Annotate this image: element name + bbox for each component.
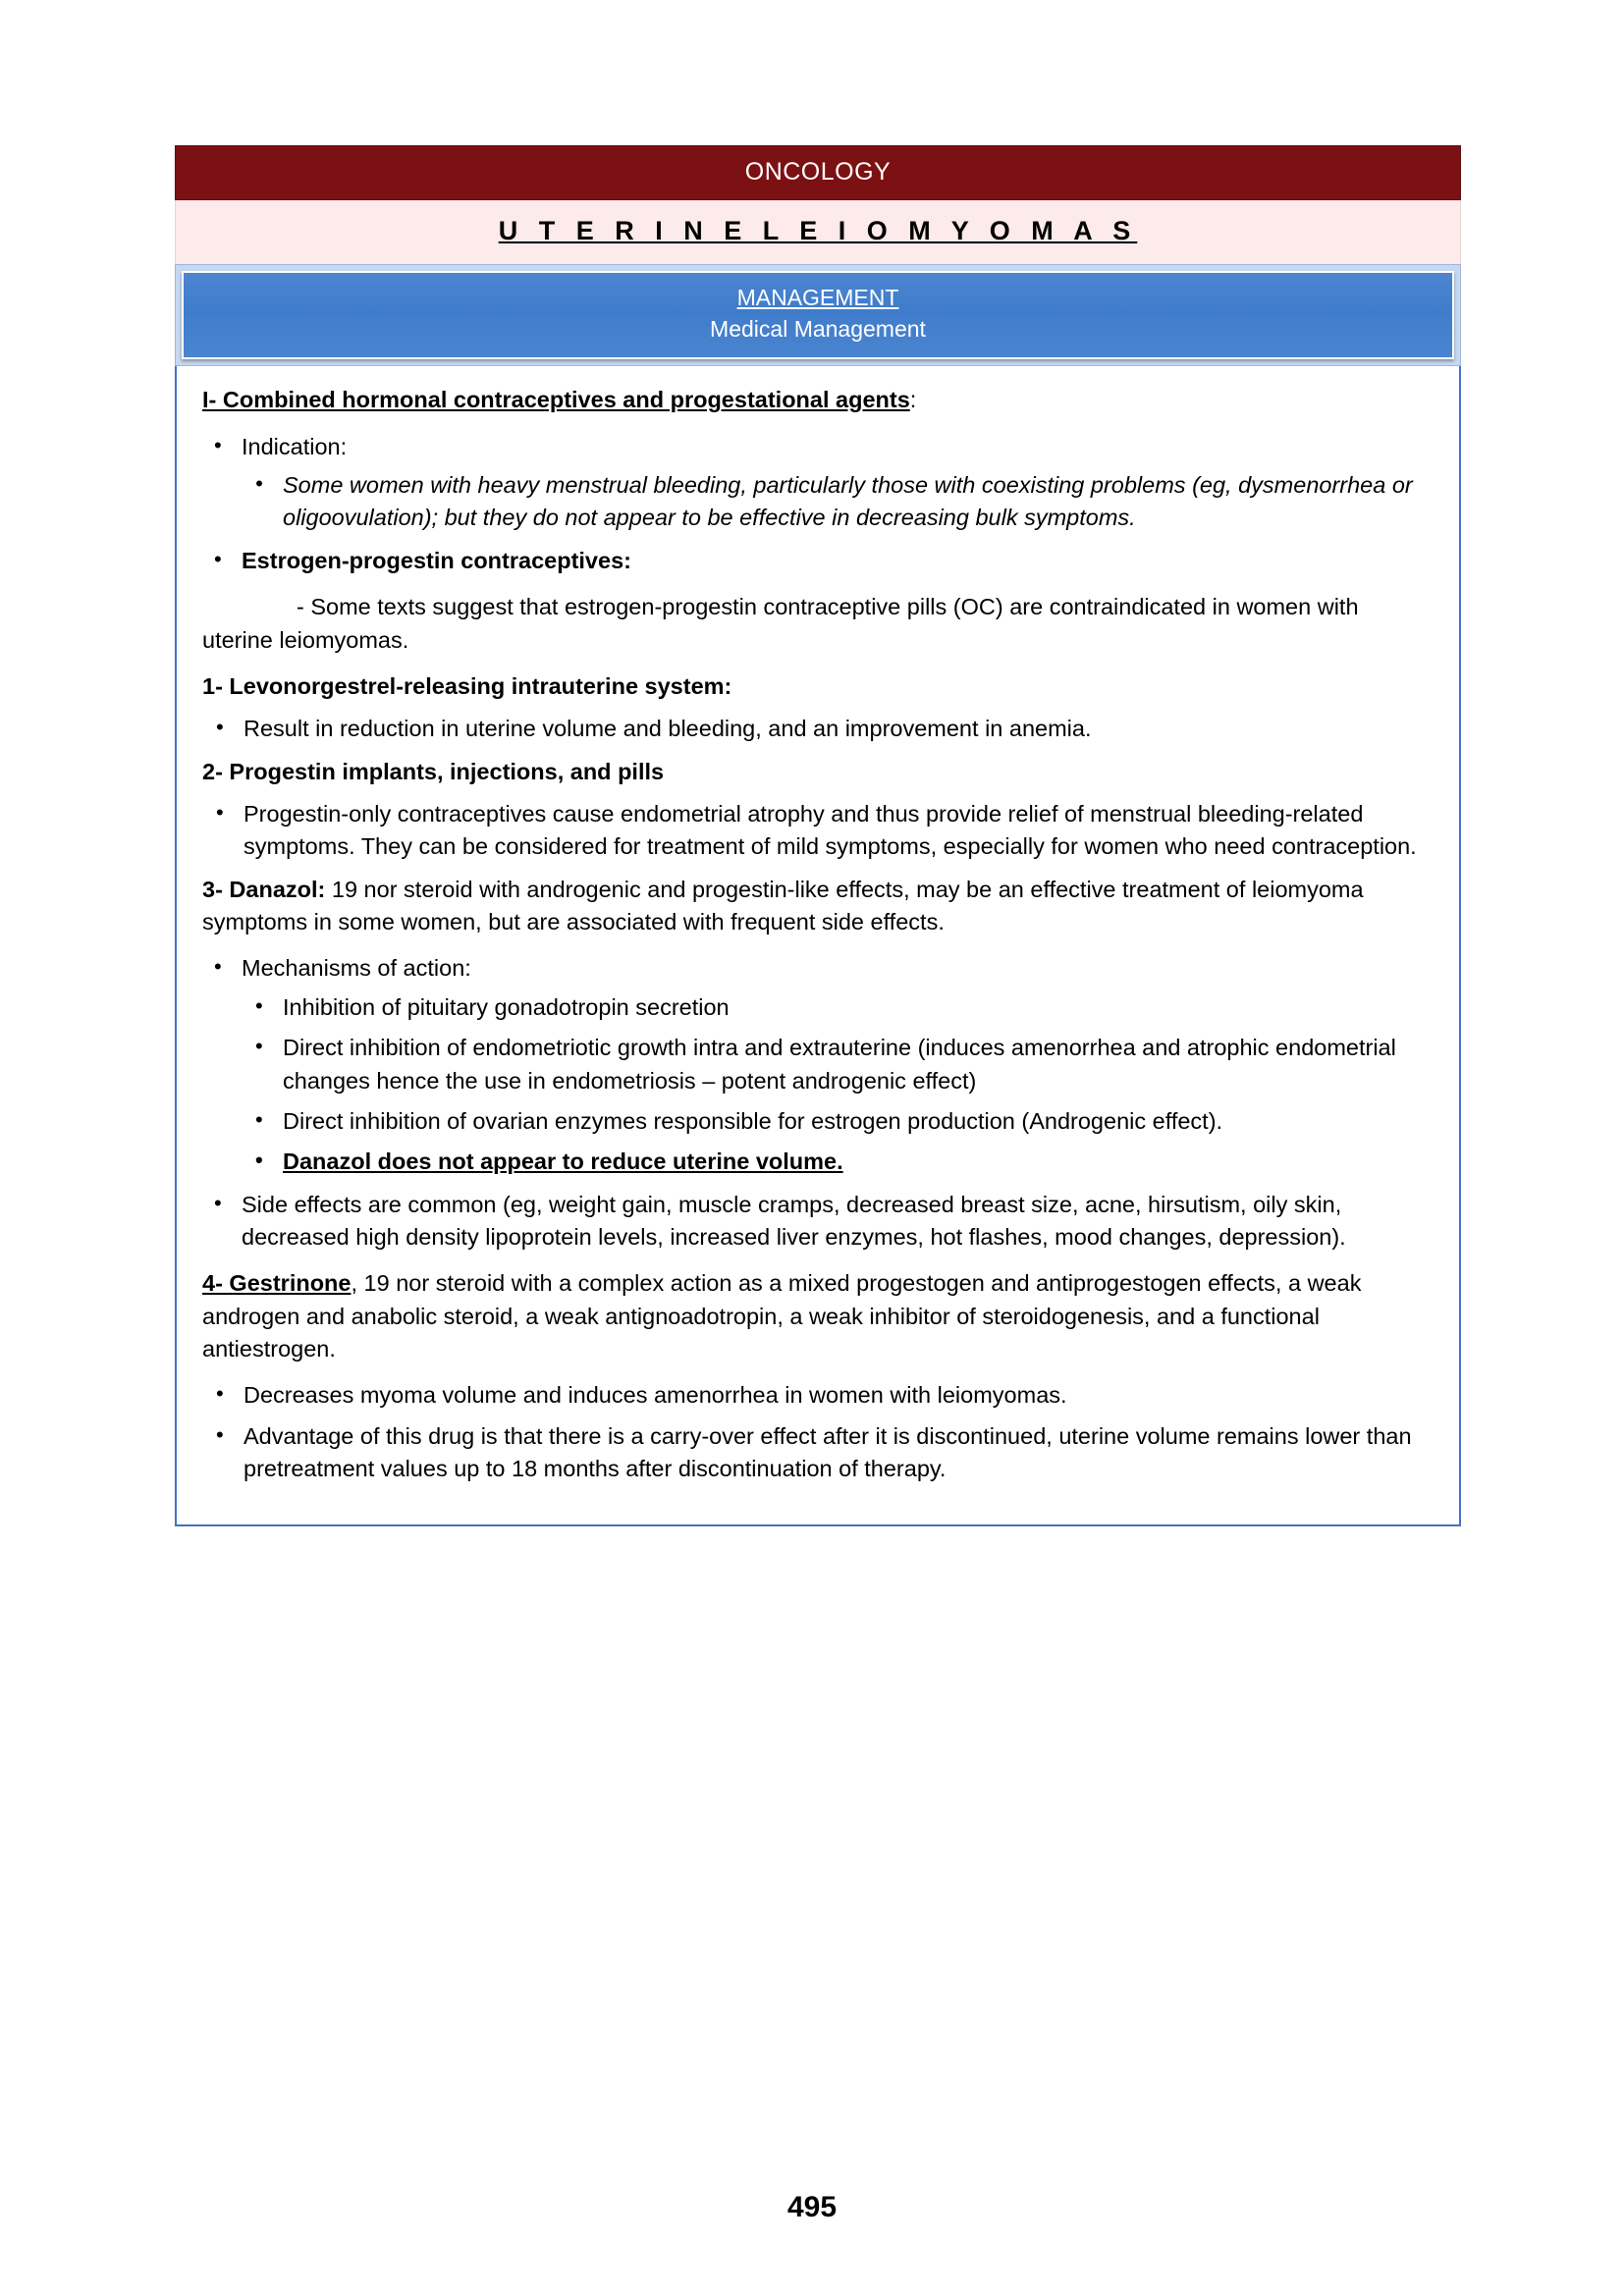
item1-list (202, 713, 1434, 745)
item4-paragraph (202, 1267, 1434, 1365)
section1-heading-line (202, 384, 1434, 416)
item3-heading: 3- Danazol: (202, 876, 326, 902)
list-item-indication-detail: • Some women with heavy menstrual bleeding, particularly those with coexisting problems (eg, dysmenorrhea or oligoovulation); but they do not appear to be effective in decreasing bulk symptoms. (242, 469, 1434, 535)
list-item-mechanisms (202, 952, 1434, 1178)
list-item-mechanism-2: • Direct inhibition of endometriotic growth intra and extrauterine (induces amenorrhea and atrophic endometrial changes hence the use in endometriosis – potent androgenic effect) (242, 1032, 1434, 1097)
page-title-bar (175, 200, 1461, 264)
list-item-item4-detail-1: • Decreases myoma volume and induces amenorrhea in women with leiomyomas. (202, 1379, 1434, 1412)
page-title: U T E R I N E L E I O M Y O M A S (498, 216, 1138, 245)
item1-heading: 1- Levonorgestrel-releasing intrauterine system: (202, 672, 732, 699)
list-item-item2-detail: • Progestin-only contraceptives cause endometrial atrophy and thus provide relief of menstrual bleeding-related symptoms. They can be considered for treatment of mild symptoms, especially for women who need contraception. (202, 798, 1434, 864)
list-item-mechanism-4: • Danazol does not appear to reduce uterine volume. (242, 1146, 1434, 1178)
management-banner (182, 271, 1454, 359)
management-banner-outer (175, 264, 1461, 366)
section-header-oncology: ONCOLOGY (175, 145, 1461, 200)
section1-heading-colon: : (909, 387, 917, 413)
body-content-box (175, 366, 1461, 1526)
item3-text: 19 nor steroid with androgenic and progestin-like effects, may be an effective treatment of leiomyoma symptoms in some women, but are associated with frequent side effects. (202, 876, 1364, 935)
list-item-item4-detail-2: • Advantage of this drug is that there is a carry-over effect after it is discontinued, uterine volume remains lower than pretreatment values up to 18 months after discontinuation of therapy. (202, 1420, 1434, 1486)
item2-heading: 2- Progestin implants, injections, and pills (202, 758, 665, 784)
page-number: 495 (786, 2191, 838, 2223)
item3-paragraph (202, 874, 1434, 939)
section1-heading: I- Combined hormonal contraceptives and progestational agents (202, 387, 910, 413)
indication-label: Indication: (242, 433, 348, 459)
list-item-estrogen-progestin (202, 545, 1434, 577)
management-title: MANAGEMENT (736, 285, 899, 310)
list-item-item1-detail: • Result in reduction in uterine volume and bleeding, and an improvement in anemia. (202, 713, 1434, 745)
indication-list (202, 431, 1434, 577)
mechanisms-list (202, 952, 1434, 1254)
mechanisms-label: Mechanisms of action: (242, 955, 471, 982)
indication-sublist (242, 469, 1434, 535)
document-content-wrapper (175, 145, 1461, 1526)
list-item-mechanism-1: • Inhibition of pituitary gonadotropin secretion (242, 991, 1434, 1024)
estrogen-progestin-label: Estrogen-progestin contraceptives: (242, 547, 631, 573)
item2-list (202, 798, 1434, 864)
management-subtitle: Medical Management (710, 316, 926, 343)
item4-text: , 19 nor steroid with a complex action as a mixed progestogen and antiprogestogen effects, a weak androgen and anabolic steroid, a weak antignoadotropin, a weak inhibitor of steroidogenesis, and a functional antiestrogen. (202, 1270, 1362, 1362)
item4-heading: 4- Gestrinone (202, 1270, 352, 1297)
list-item-mechanism-3: • Direct inhibition of ovarian enzymes responsible for estrogen production (Androgenic effect). (242, 1105, 1434, 1138)
estrogen-progestin-paragraph: - Some texts suggest that estrogen-progestin contraceptive pills (OC) are contraindicated in women with uterine leiomyomas. (202, 594, 1359, 653)
mechanisms-sublist (242, 991, 1434, 1179)
list-item-side-effects: • Side effects are common (eg, weight gain, muscle cramps, decreased breast size, acne, hirsutism, oily skin, decreased high density lipoprotein levels, increased liver enzymes, hot flashes, mood changes, depression). (202, 1189, 1434, 1255)
list-item-indication (202, 431, 1434, 535)
item4-list (202, 1379, 1434, 1485)
